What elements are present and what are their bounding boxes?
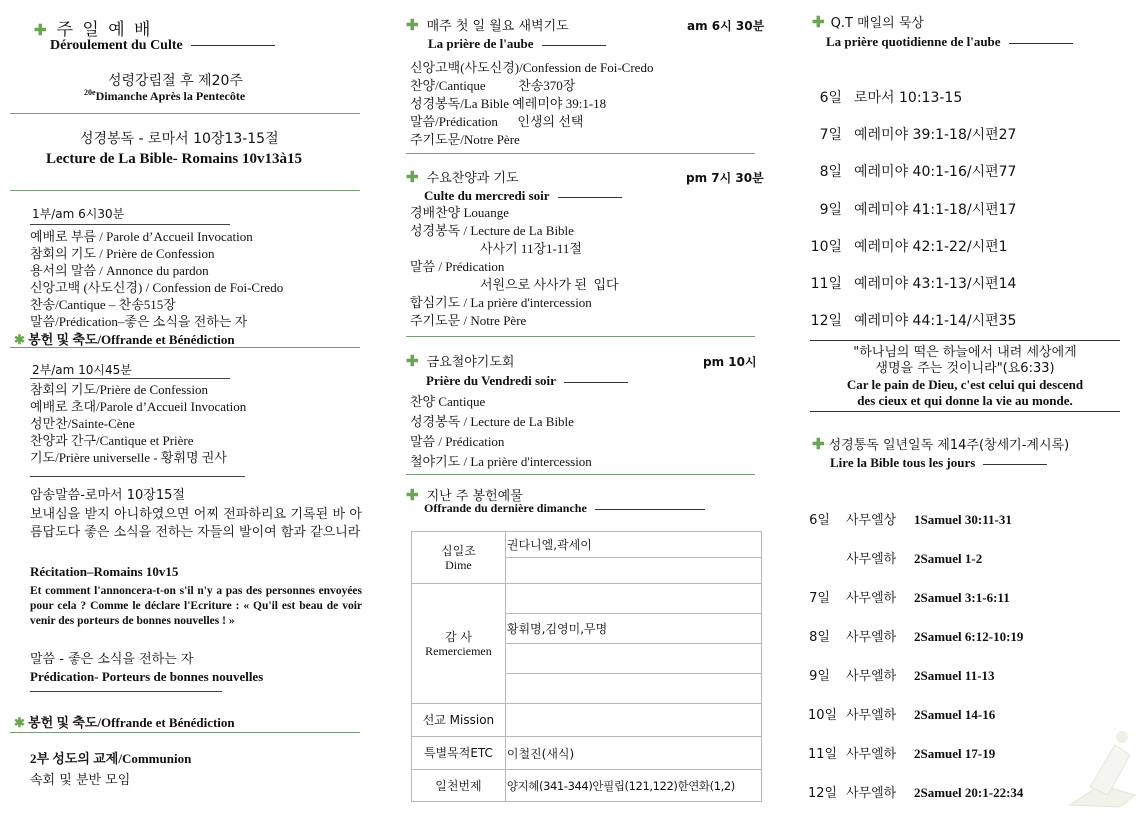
divider [30, 224, 230, 225]
recitation-title: 암송말씀-로마서 10장15절 [30, 488, 185, 503]
tithe-label-cell [412, 532, 506, 584]
service1-list [30, 228, 283, 330]
friday-item: 말씀 / Prédication [410, 434, 505, 449]
reading-book-kr: 사무엘하 [846, 591, 897, 606]
reading-book-kr: 사무엘상 [846, 513, 897, 528]
wednesday-item: 성경봉독 / Lecture de La Bible [410, 223, 574, 238]
reading-book-en: 2Samuel 6:12-10:19 [914, 629, 1024, 644]
offerings-subtitle [424, 501, 705, 516]
table-row [412, 770, 762, 802]
list-item [808, 657, 1023, 696]
qt-title: Q.T 매일의 묵상 [830, 16, 924, 31]
divider [595, 509, 705, 510]
qt-day: 7일 [819, 127, 842, 144]
monday-item: 찬양/Cantique 찬송370장 [410, 78, 576, 93]
tithe-label-kr: 십일조 [441, 543, 476, 558]
sunday-worship-heading [34, 15, 152, 40]
tithe-label-fr: Dime [445, 557, 472, 572]
wednesday-item: 경배찬양 Louange [410, 205, 509, 220]
reading-day: 6일 [809, 513, 830, 528]
divider [10, 732, 360, 733]
bible-reading-subtitle [830, 455, 1047, 471]
order-of-service-label: Déroulement du Culte [50, 38, 183, 53]
service2-offering-label: 봉헌 및 축도/Offrande et Bénédiction [28, 715, 235, 730]
friday-subtitle-label: Prière du Vendredi soir [426, 373, 556, 388]
friday-list [410, 392, 592, 472]
divider [983, 464, 1047, 465]
reading-day: 9일 [809, 669, 830, 684]
monday-item: 말씀/Prédication 인생의 선택 [410, 114, 584, 129]
table-row [412, 584, 762, 614]
quote-fr-line2: des cieux et qui donne la vie au monde. [857, 393, 1073, 408]
quote-kr-line1: "하나님의 떡은 하늘에서 내려 세상에게 [853, 345, 1077, 360]
divider [191, 45, 275, 46]
monday-prayer-title: 매주 첫 일 월요 새벽기도 [426, 19, 569, 34]
divider [30, 476, 245, 477]
cross-icon: ✚ [34, 23, 47, 39]
monday-prayer-subtitle-label: La prière de l'aube [428, 36, 534, 51]
quote-kr-line2: 생명을 주는 것이니라"(요6:33) [875, 361, 1055, 376]
reading-book-en: 2Samuel 20:1-22:34 [914, 785, 1024, 800]
table-cell [505, 584, 761, 614]
qt-heading [812, 12, 924, 32]
divider [542, 45, 606, 46]
sunday-worship-title: 주 일 예 배 [56, 20, 153, 40]
wednesday-list [410, 204, 619, 330]
thousand-offering-names: 양지혜(341-344)안필립(121,122)한연화(1,2) [505, 770, 761, 802]
list-item [808, 618, 1023, 657]
qt-text: 예레미야 43:1-13/시편14 [854, 276, 1017, 293]
cross-icon: ✚ [406, 354, 419, 370]
class-meeting-label: 속회 및 분반 모임 [30, 773, 131, 788]
special-label: 특별목적ETC [412, 737, 506, 770]
column-daily-devotion [778, 0, 1147, 817]
qt-day: 8일 [819, 164, 842, 181]
service2-item: 참회의 기도/Prière de Confession [30, 382, 208, 397]
friday-time: pm 10시 [703, 355, 757, 369]
special-names: 이철진(새식) [505, 737, 761, 770]
list-item [808, 154, 1016, 191]
monday-prayer-list [410, 59, 653, 149]
friday-subtitle [426, 373, 628, 389]
reading-book-en: 2Samuel 14-16 [914, 707, 996, 722]
list-item [808, 117, 1016, 154]
recitation-title-fr: Récitation–Romains 10v15 [30, 564, 179, 579]
list-item [808, 579, 1023, 618]
divider [30, 378, 230, 379]
divider [810, 340, 1120, 341]
qt-day: 6일 [819, 90, 842, 106]
reading-day: 11일 [808, 747, 838, 762]
list-item [808, 696, 1023, 735]
table-cell [505, 558, 761, 584]
list-item [808, 540, 1023, 579]
service2-item: 성만찬/Sainte-Cène [30, 416, 135, 431]
thanks-label-kr: 감 사 [444, 629, 472, 644]
service1-item: 신앙고백 (사도신경) / Confession de Foi-Credo [30, 280, 284, 295]
qt-text: 예레미야 40:1-16/시편77 [854, 164, 1017, 181]
service1-item: 말씀/Prédication–좋은 소식을 전하는 자 [30, 314, 248, 329]
list-item [808, 735, 1023, 774]
bible-reading-list [808, 501, 1023, 813]
offerings-title: 지난 주 봉헌예물 [426, 489, 523, 504]
wednesday-item: 서원으로 사사가 된 입다 [480, 277, 619, 292]
monday-prayer-heading [406, 15, 569, 35]
reading-book-kr: 사무엘하 [846, 669, 897, 684]
monday-item: 신앙고백(사도신경)/Confession de Foi-Credo [410, 60, 654, 75]
reading-day: 12일 [808, 786, 838, 801]
reading-day: 8일 [809, 630, 830, 645]
reading-book-en: 2Samuel 11-13 [914, 668, 995, 683]
column-sunday-worship [0, 0, 380, 817]
service1-item: 용서의 말씀 / Annonce du pardon [30, 263, 209, 278]
table-row [412, 532, 762, 558]
wednesday-item: 합심기도 / La prière d'intercession [410, 295, 592, 310]
monday-item: 주기도문/Notre Père [410, 132, 520, 147]
wednesday-item: 주기도문 / Notre Père [410, 313, 527, 328]
bible-reading-subtitle-label: Lire la Bible tous les jours [830, 455, 976, 470]
mission-label: 선교 Mission [412, 704, 506, 737]
service1-offering [14, 329, 235, 348]
friday-item: 찬양 Cantique [410, 394, 486, 409]
cross-icon: ✚ [406, 488, 419, 504]
qt-day: 12일 [810, 313, 842, 330]
qt-day: 10일 [810, 238, 842, 255]
table-row [412, 704, 762, 737]
divider [10, 113, 360, 114]
qt-text: 예레미야 39:1-18/시편27 [854, 127, 1017, 144]
order-of-service-title [50, 38, 275, 54]
qt-subtitle-label: La prière quotidienne de l'aube [826, 34, 1001, 49]
monday-prayer-time: am 6시 30분 [687, 19, 765, 33]
friday-title: 금요철야기도회 [426, 355, 515, 370]
qt-day: 11일 [810, 276, 842, 293]
reading-book-en: 2Samuel 17-19 [914, 746, 996, 761]
bible-reading-heading [812, 434, 1069, 454]
wednesday-subtitle-label: Culte du mercredi soir [424, 188, 550, 203]
reading-book-kr: 사무엘하 [846, 630, 897, 645]
reading-book-en: 1Samuel 30:11-31 [914, 512, 1012, 527]
divider [30, 691, 222, 692]
divider [10, 190, 360, 191]
friday-item: 성경봉독 / Lecture de La Bible [410, 414, 574, 429]
season-ordinal: 20e [84, 88, 96, 97]
reading-book-en: 2Samuel 1-2 [914, 551, 983, 566]
sermon-title-kr: 말씀 - 좋은 소식을 전하는 자 [30, 652, 194, 667]
qt-text: 로마서 10:13-15 [854, 90, 963, 106]
service2-header: 2부/am 10시45분 [32, 363, 132, 377]
reading-book-kr: 사무엘하 [846, 786, 897, 801]
reading-book-en: 2Samuel 3:1-6:11 [914, 590, 1010, 605]
reading-book-kr: 사무엘하 [846, 552, 897, 567]
service2-list [30, 381, 246, 466]
divider [810, 411, 1120, 412]
season-title-kr: 성령강림절 후 제20주 [108, 73, 243, 89]
qt-list [808, 80, 1016, 340]
service2-item: 기도/Prière universelle - 황휘명 권사 [30, 450, 227, 465]
list-item [808, 229, 1016, 266]
list-item [808, 501, 1023, 540]
asterisk-icon: ✱ [14, 332, 25, 347]
wednesday-item: 말씀 / Prédication [410, 259, 505, 274]
bible-reading-title: 성경통독 일년일독 제14주(창세기-계시록) [828, 438, 1070, 453]
column-weekly-services [382, 0, 770, 817]
wednesday-time: pm 7시 30분 [686, 171, 764, 185]
list-item [808, 774, 1023, 813]
recitation-text-kr: 보내심을 받지 아니하였으면 어찌 전파하리요 기록된 바 아름답도다 좋은 소식을 전하는 자들의 발이여 함과 같으니라 [30, 507, 362, 540]
thanks-names: 황휘명,김영미,무명 [505, 614, 761, 644]
qt-subtitle [826, 34, 1073, 50]
wednesday-item: 사사기 11장1-11절 [480, 241, 582, 256]
divider [406, 153, 755, 154]
qt-text: 예레미야 44:1-14/시편35 [854, 313, 1017, 330]
table-cell [505, 674, 761, 704]
service2-item: 예배로 초대/Parole d’Accueil Invocation [30, 399, 247, 414]
sermon-title-fr: Prédication- Porteurs de bonnes nouvelles [30, 669, 264, 684]
divider [558, 197, 622, 198]
cross-icon: ✚ [406, 18, 419, 34]
recitation-text-fr: Et comment l'annoncera-t-on s'il n'y a pas des personnes envoyées pour cela ? Comme le déclare l'Ecriture : « Qu'il est beau de voir venir des porteurs de bonnes nouvelles ! » [30, 585, 362, 627]
qt-text: 예레미야 42:1-22/시편1 [854, 238, 1008, 255]
friday-heading [406, 351, 514, 371]
service1-item: 찬송/Cantique – 찬송515장 [30, 297, 176, 312]
thanks-label-cell [412, 584, 506, 704]
reading-day: 10일 [808, 708, 838, 723]
quote-fr-line1: Car le pain de Dieu, c'est celui qui descend [846, 377, 1084, 392]
service2-offering [14, 712, 235, 731]
tithe-names: 권다니엘,곽세이 [505, 532, 761, 558]
table-cell [505, 704, 761, 737]
qt-day: 9일 [819, 201, 842, 218]
service1-item: 참회의 기도 / Prière de Confession [30, 246, 215, 261]
list-item [808, 266, 1016, 303]
divider [406, 336, 755, 337]
reading-day: 7일 [809, 591, 830, 606]
divider [406, 474, 755, 475]
reading-book-kr: 사무엘하 [846, 708, 897, 723]
cross-icon: ✚ [812, 15, 825, 31]
table-row [412, 737, 762, 770]
verse-quote [810, 345, 1120, 409]
list-item [808, 303, 1016, 340]
scripture-reading-kr: 성경봉독 - 로마서 10장13-15절 [80, 131, 279, 147]
communion-label: 2부 성도의 교제/Communion [30, 751, 192, 766]
list-item [808, 80, 1016, 117]
service2-item: 찬양과 간구/Cantique et Prière [30, 433, 194, 448]
service1-header: 1부/am 6시30분 [32, 207, 125, 221]
divider [10, 347, 360, 348]
offerings-table [411, 531, 762, 802]
service1-offering-label: 봉헌 및 축도/Offrande et Bénédiction [28, 332, 235, 347]
wednesday-title: 수요찬양과 기도 [426, 171, 519, 186]
qt-text: 예레미야 41:1-18/시편17 [854, 201, 1017, 218]
table-cell [505, 644, 761, 674]
offerings-subtitle-label: Offrande du dernière dimanche [424, 501, 587, 515]
thanks-label-fr: Remerciemen [425, 643, 492, 658]
wednesday-subtitle [424, 188, 622, 204]
monday-prayer-subtitle [428, 36, 606, 52]
wednesday-heading [406, 167, 519, 187]
friday-item: 철야기도 / La prière d'intercession [410, 454, 592, 469]
asterisk-icon: ✱ [14, 715, 25, 730]
service1-item: 예배로 부름 / Parole d’Accueil Invocation [30, 229, 253, 244]
scripture-reading-fr: Lecture de La Bible- Romains 10v13à15 [46, 151, 302, 167]
decorative-corner-graphic [1060, 715, 1140, 810]
cross-icon: ✚ [406, 170, 419, 186]
monday-item: 성경봉독/La Bible 예레미야 39:1-18 [410, 96, 607, 111]
list-item [808, 192, 1016, 229]
reading-book-kr: 사무엘하 [846, 747, 897, 762]
divider [1009, 43, 1073, 44]
thousand-offering-label: 일천번제 [412, 770, 506, 802]
season-label: Dimanche Après la Pentecôte [95, 89, 246, 103]
cross-icon: ✚ [812, 437, 825, 453]
divider [564, 382, 628, 383]
season-title-fr [84, 88, 245, 104]
